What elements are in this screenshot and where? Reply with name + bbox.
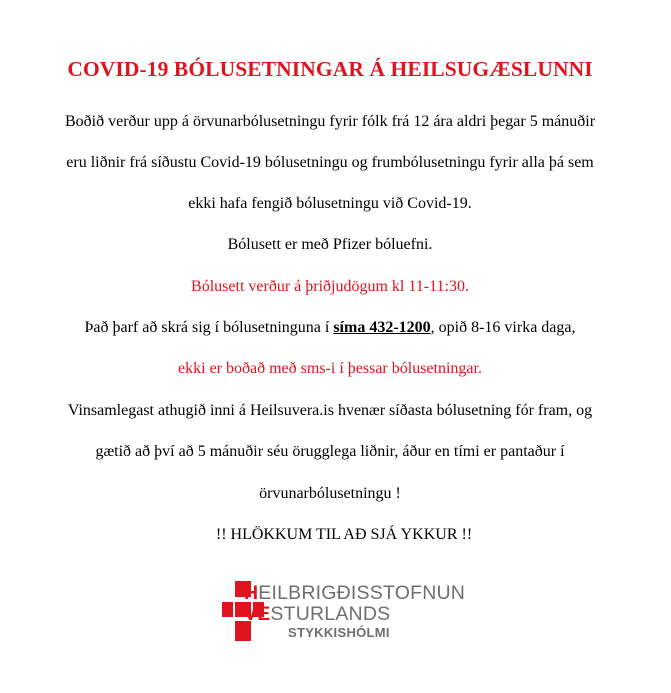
logo-line-1-rest: EILBRIGÐISSTOFNUN xyxy=(258,582,466,604)
page-title: COVID-19 BÓLUSETNINGAR Á HEILSUGÆSLUNNI xyxy=(67,57,593,81)
phone-line-before: Það þarf að skrá sig í bólusetninguna í xyxy=(84,319,334,336)
schedule-line: Bólusett verður á þriðjudögum kl 11-11:30. xyxy=(191,278,469,295)
body-line-2: eru liðnir frá síðustu Covid-19 bólusetningu og frumbólusetningu fyrir alla þá sem xyxy=(66,154,594,171)
body-line-8: Vinsamlegast athugið inni á Heilsuvera.is hvenær síðasta bólusetning fór fram, og xyxy=(67,402,593,419)
logo-line-2-rest: STURLANDS xyxy=(270,603,391,625)
logo-h: H xyxy=(244,582,259,604)
logo-ve: VE xyxy=(244,603,271,625)
logo-line-3: STYKKISHÓLMI xyxy=(288,625,390,640)
sms-notice-line: ekki er boðað með sms-i í þessar bólusetningar. xyxy=(178,360,482,377)
logo-line-1 xyxy=(244,582,465,604)
phone-line-after: , opið 8-16 virka daga, xyxy=(430,319,576,336)
body-line-10: örvunarbólusetningu ! xyxy=(259,485,401,502)
phone-number-link[interactable]: síma 432-1200 xyxy=(333,319,431,336)
hvest-logo xyxy=(222,579,482,645)
logo-line-2 xyxy=(244,603,390,625)
body-line-3: ekki hafa fengið bólusetningu við Covid-19. xyxy=(188,195,472,212)
closing-line: !! HLÖKKUM TIL AÐ SJÁ YKKUR !! xyxy=(215,526,473,543)
vaccine-type-line: Bólusett er með Pfizer bóluefni. xyxy=(227,236,433,253)
body-line-9: gætið að því að 5 mánuðir séu örugglega liðnir, áður en tími er pantaður í xyxy=(95,443,565,460)
body-line-1: Boðið verður upp á örvunarbólusetningu fyrir fólk frá 12 ára aldri þegar 5 mánuðir xyxy=(64,113,596,130)
phone-line xyxy=(0,318,660,338)
